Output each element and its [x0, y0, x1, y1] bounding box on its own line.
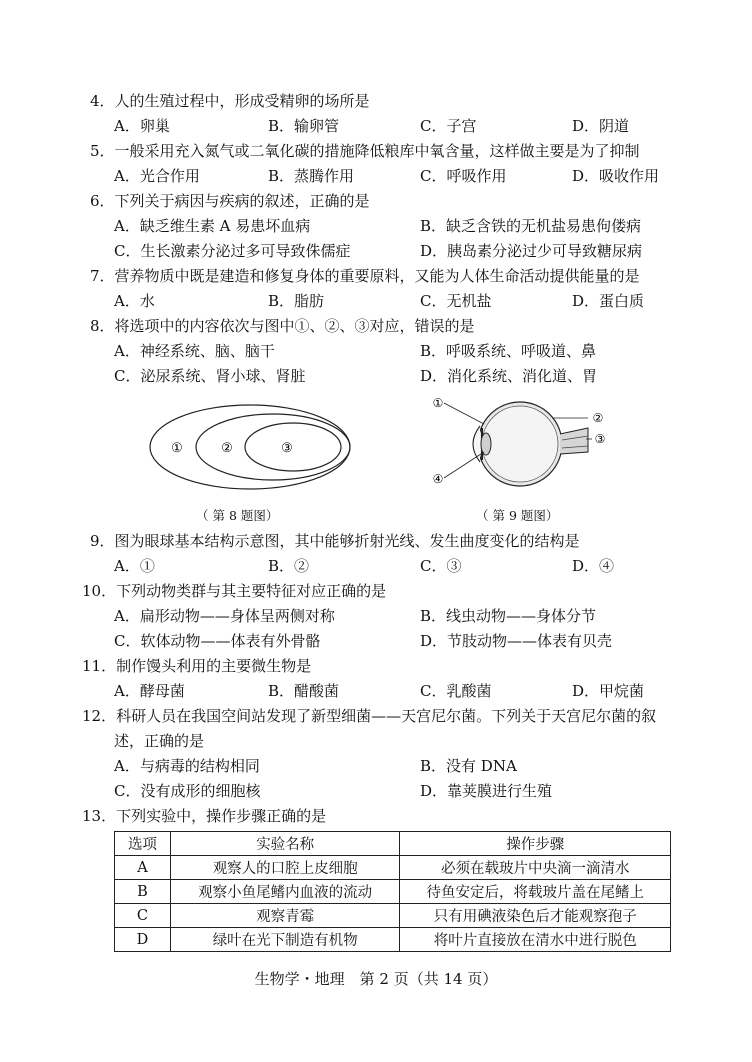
option-c: C．生长激素分泌过多可导致侏儒症: [114, 242, 351, 260]
figure-8-caption: （ 第 8 题图）: [196, 508, 279, 523]
table-cell: A: [115, 856, 171, 880]
option-b: B．蒸腾作用: [268, 167, 355, 185]
table-cell: 观察青霉: [170, 904, 400, 928]
question-stem: 人的生殖过程中，形成受精卵的场所是: [114, 92, 370, 110]
table-cell: C: [115, 904, 171, 928]
question-stem: 营养物质中既是建造和修复身体的重要原料，又能为人体生命活动提供能量的是: [114, 267, 640, 285]
page-footer: 生物学・地理 第 2 页（共 14 页）: [254, 970, 498, 988]
table-header: 选项: [115, 832, 171, 856]
question-stem: 将选项中的内容依次与图中①、②、③对应，错误的是: [114, 317, 475, 335]
label-3: ③: [594, 432, 606, 446]
option-a: A．卵巢: [114, 117, 170, 135]
question-7: [90, 265, 640, 286]
option-c: C．子宫: [420, 117, 477, 135]
option-c: C．呼吸作用: [420, 167, 507, 185]
question-9: [90, 530, 580, 551]
option-c: C．泌尿系统、肾小球、肾脏: [114, 367, 306, 385]
table-cell: 观察小鱼尾鳍内血液的流动: [170, 880, 400, 904]
table-row: [115, 856, 671, 880]
question-number: 12．: [82, 707, 117, 725]
option-a: A．①: [114, 557, 155, 575]
table-header: 实验名称: [170, 832, 400, 856]
option-b: B．呼吸系统、呼吸道、鼻: [420, 342, 597, 360]
question-stem: 下列关于病因与疾病的叙述，正确的是: [114, 192, 370, 210]
label-2: ②: [221, 441, 233, 456]
option-a: A．水: [114, 292, 155, 310]
table-header: 操作步骤: [400, 832, 671, 856]
figure-8-nested-ellipses: [145, 400, 355, 495]
question-stem: 下列动物类群与其主要特征对应正确的是: [116, 582, 387, 600]
question-6: [90, 190, 370, 211]
table-cell: 绿叶在光下制造有机物: [170, 928, 400, 952]
option-b: B．没有 DNA: [420, 757, 517, 775]
question-4: [90, 90, 370, 111]
option-c: C．无机盐: [420, 292, 492, 310]
option-d: D．节肢动物——体表有贝壳: [420, 632, 613, 650]
table-row: [115, 904, 671, 928]
option-d: D．胰岛素分泌过少可导致糖尿病: [420, 242, 643, 260]
option-b: B．②: [268, 557, 310, 575]
figure-9-eyeball-diagram: [428, 392, 614, 496]
label-3: ③: [281, 441, 293, 456]
option-a: A．酵母菌: [114, 682, 185, 700]
option-d: D．阴道: [572, 117, 630, 135]
label-1: ①: [171, 441, 183, 456]
question-11: [82, 655, 311, 676]
question-number: 13．: [82, 807, 117, 825]
table-cell: 将叶片直接放在清水中进行脱色: [400, 928, 671, 952]
label-2: ②: [592, 411, 604, 425]
option-b: B．脂肪: [268, 292, 325, 310]
label-1: ①: [432, 396, 444, 410]
figure-9-caption: （ 第 9 题图）: [476, 508, 559, 523]
option-d: D．甲烷菌: [572, 682, 645, 700]
question-number: 7．: [90, 267, 115, 285]
table-row: [115, 928, 671, 952]
table-cell: 必须在载玻片中央滴一滴清水: [400, 856, 671, 880]
question-number: 6．: [90, 192, 115, 210]
option-d: D．④: [572, 557, 615, 575]
table-cell: D: [115, 928, 171, 952]
table-cell: 待鱼安定后，将载玻片盖在尾鳍上: [400, 880, 671, 904]
option-a: A．扁形动物——身体呈两侧对称: [114, 607, 335, 625]
question-number: 4．: [90, 92, 115, 110]
option-c: C．软体动物——体表有外骨骼: [114, 632, 321, 650]
question-number: 8．: [90, 317, 115, 335]
table-cell: 只有用碘液染色后才能观察孢子: [400, 904, 671, 928]
option-d: D．消化系统、消化道、胃: [420, 367, 598, 385]
question-number: 9．: [90, 532, 115, 550]
option-b: B．醋酸菌: [268, 682, 340, 700]
option-b: B．线虫动物——身体分节: [420, 607, 597, 625]
option-c: C．③: [420, 557, 462, 575]
option-a: A．与病毒的结构相同: [114, 757, 260, 775]
question-stem: 下列实验中，操作步骤正确的是: [116, 807, 327, 825]
table-header-row: [115, 832, 671, 856]
question-12-stem-continued: 述，正确的是: [114, 732, 205, 750]
option-d: D．吸收作用: [572, 167, 660, 185]
question-stem: 一般采用充入氮气或二氧化碳的措施降低粮库中氧含量，这样做主要是为了抑制: [114, 142, 640, 160]
question-stem: 图为眼球基本结构示意图，其中能够折射光线、发生曲度变化的结构是: [114, 532, 580, 550]
option-c: C．乳酸菌: [420, 682, 492, 700]
option-d: D．蛋白质: [572, 292, 645, 310]
table-cell: B: [115, 880, 171, 904]
option-a: A．缺乏维生素 A 易患坏血病: [114, 217, 311, 235]
question-5: [90, 140, 640, 161]
option-b: B．输卵管: [268, 117, 340, 135]
question-12: [82, 705, 656, 726]
table-cell: 观察人的口腔上皮细胞: [170, 856, 400, 880]
option-b: B．缺乏含铁的无机盐易患佝偻病: [420, 217, 642, 235]
question-10: [82, 580, 386, 601]
option-a: A．神经系统、脑、脑干: [114, 342, 275, 360]
experiment-table: [114, 831, 671, 952]
table-row: [115, 880, 671, 904]
question-number: 11．: [82, 657, 117, 675]
option-c: C．没有成形的细胞核: [114, 782, 261, 800]
question-stem: 制作馒头利用的主要微生物是: [116, 657, 312, 675]
option-d: D．靠荚膜进行生殖: [420, 782, 553, 800]
question-13: [82, 805, 326, 826]
question-stem: 科研人员在我国空间站发现了新型细菌——天宫尼尔菌。下列关于天宫尼尔菌的叙: [116, 707, 657, 725]
question-8: [90, 315, 475, 336]
label-4: ④: [432, 472, 444, 486]
option-a: A．光合作用: [114, 167, 200, 185]
question-number: 10．: [82, 582, 117, 600]
question-number: 5．: [90, 142, 115, 160]
